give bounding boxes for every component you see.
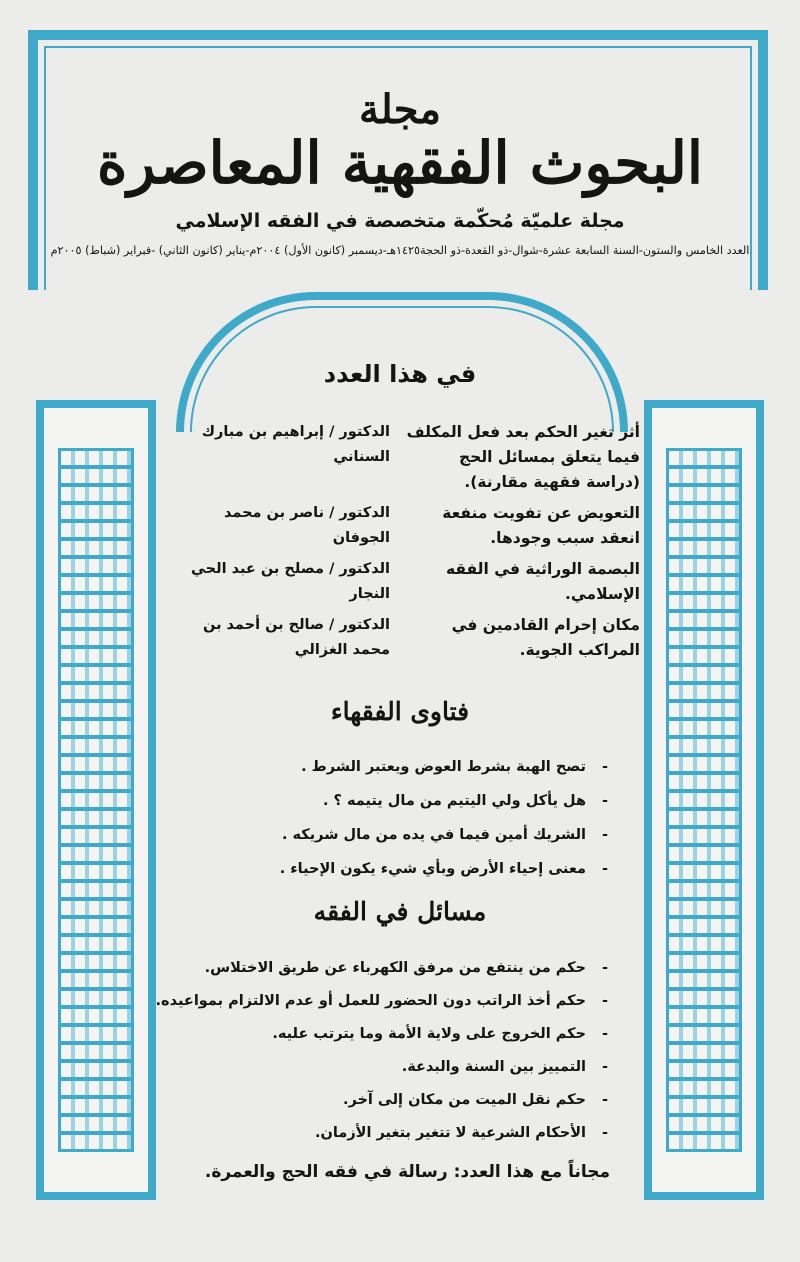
journal-title: البحوث الفقهية المعاصرة [96, 129, 704, 197]
article-author: الدكتور / صالح بن أحمد بن محمد الغزالي [203, 617, 390, 658]
article-row [170, 420, 640, 495]
left-pillar-ornament [36, 400, 156, 1200]
list-item: -الأحكام الشرعية لا تتغير بتغير الأزمان. [315, 1125, 608, 1141]
left-pillar-pattern [58, 448, 134, 1152]
list-item: -حكم نقل الميت من مكان إلى آخر. [342, 1092, 608, 1108]
right-pillar-pattern [666, 448, 742, 1152]
issue-info: العدد الخامس والستون-السنة السابعة عشرة-شوال-ذو القعدة-ذو الحجة١٤٢٥هـ-ديسمبر (كانون الأول) ٢٠٠٤م-يناير (كانون الثاني) -فبراير (شباط) ٢٠٠٥م [50, 244, 750, 257]
masail-heading: مسائل في الفقه [313, 897, 487, 926]
list-item: -حكم الخروج على ولاية الأمة وما يترتب عليه. [272, 1026, 608, 1042]
article-author: الدكتور / مصلح بن عبد الحي النجار [191, 561, 390, 602]
article-title: البصمة الوراثية في الفقه الإسلامي. [445, 560, 640, 603]
free-supplement-note: مجاناً مع هذا العدد: رسالة في فقه الحج والعمرة. [204, 1162, 610, 1182]
masail-list [155, 952, 608, 1150]
list-item: -تصح الهبة بشرط العوض ويعتبر الشرط . [301, 759, 608, 775]
article-title: التعويض عن تفويت منفعة انعقد سبب وجودها. [442, 504, 640, 547]
article-row [170, 557, 640, 607]
list-item: -هل يأكل ولي اليتيم من مال يتيمه ؟ . [322, 793, 608, 809]
list-item: -معنى إحياء الأرض وبأي شيء يكون الإحياء . [279, 861, 608, 877]
list-item: -حكم أخذ الراتب دون الحضور للعمل أو عدم الالتزام بمواعيده. [155, 993, 608, 1009]
right-pillar-ornament [644, 400, 764, 1200]
in-this-issue-heading: في هذا العدد [323, 360, 477, 388]
article-title: أثر تغير الحكم بعد فعل المكلف فيما يتعلق بمسائل الحج (دراسة فقهية مقارنة). [406, 423, 640, 491]
articles-list [170, 420, 640, 669]
list-item: -التمييز بين السنة والبدعة. [401, 1059, 608, 1075]
article-row [170, 613, 640, 663]
article-row [170, 501, 640, 551]
article-author: الدكتور / إبراهيم بن مبارك السناني [201, 424, 390, 465]
list-item: -الشريك أمين فيما في يده من مال شريكه . [281, 827, 608, 843]
fatawa-list [188, 750, 608, 886]
fatawa-heading: فتاوى الفقهاء [330, 697, 470, 726]
majalla-label: مجلة [359, 86, 441, 133]
article-title: مكان إحرام القادمين في المراكب الجوية. [451, 616, 640, 659]
list-item: -حكم من ينتفع من مرفق الكهرباء عن طريق الاختلاس. [204, 960, 608, 976]
article-author: الدكتور / ناصر بن محمد الجوفان [223, 505, 390, 546]
journal-subtitle: مجلة علميّة مُحكّمة متخصصة في الفقه الإسلامي [175, 210, 625, 232]
